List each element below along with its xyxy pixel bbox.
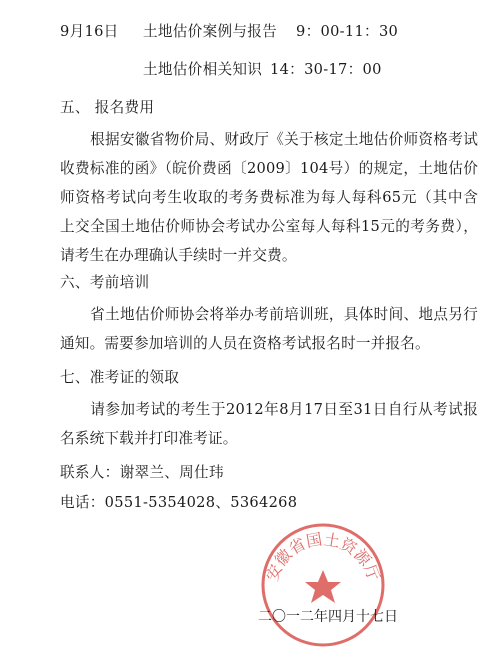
schedule-row2-time: 14：30-17：00 [270, 61, 382, 78]
section-5-heading: 五、 报名费用 [60, 99, 155, 116]
official-seal [258, 520, 388, 650]
seal-star-icon [305, 570, 341, 603]
schedule-row2-subject: 土地估价相关知识 [143, 61, 263, 78]
section-5-body [60, 125, 478, 270]
seal-text: 安徽省国土资源厅 [262, 529, 384, 584]
section-6-heading: 六、考前培训 [60, 274, 150, 291]
section-7-heading: 七、准考证的领取 [60, 369, 180, 386]
schedule-day: 9月16日 [60, 23, 119, 40]
issue-date: 二〇一二年四月十七日 [258, 609, 398, 625]
schedule-row1-subject: 土地估价案例与报告 [143, 23, 278, 40]
section-6-body [60, 300, 478, 358]
section-7-text: 请参加考试的考生于2012年8月17日至31日自行从考试报名系统下载并打印准考证。 [60, 401, 478, 447]
section-6-text: 省土地估价师协会将举办考前培训班，具体时间、地点另行通知。需要参加培训的人员在资格考试报名时一并报名。 [60, 306, 478, 352]
section-7-body [60, 395, 478, 453]
section-5-text: 根据安徽省物价局、财政厅《关于核定土地估价师资格考试收费标准的函》（皖价费函〔2009〕104号）的规定，土地估价师资格考试向考生收取的考务费标准为每人每科65元（其中含上交全国土地估价师协会考试办公室每人每科15元的考务费），请考生在办理确认手续时一并交费。 [60, 131, 478, 264]
contact-persons: 联系人：谢翠兰、周仕玮 [60, 464, 224, 481]
schedule-row1-time: 9：00-11：30 [296, 23, 399, 40]
contact-phone: 电话：0551-5354028、5364268 [60, 494, 298, 511]
